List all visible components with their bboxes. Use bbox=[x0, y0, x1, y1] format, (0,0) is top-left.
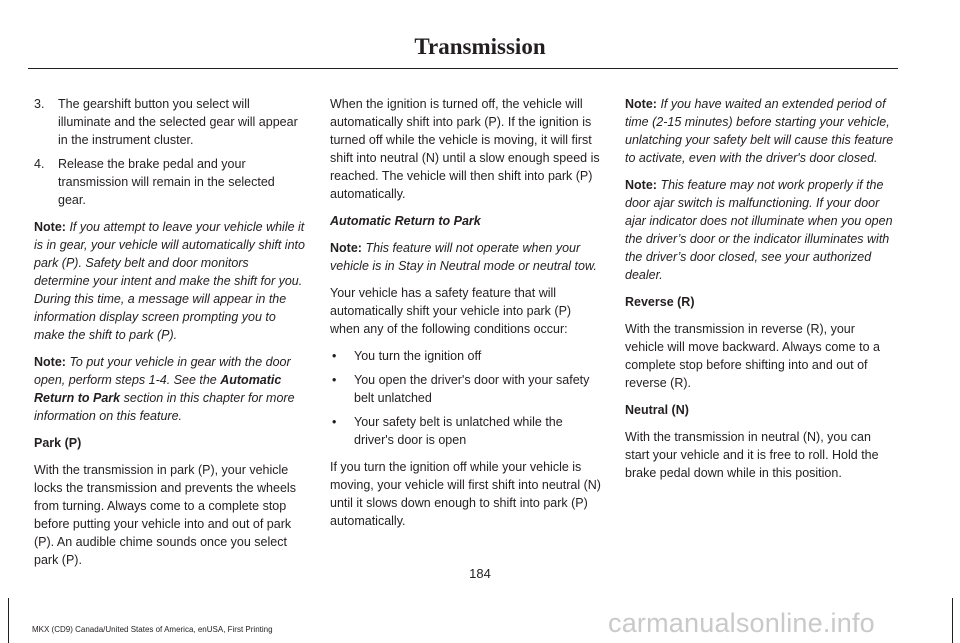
neutral-paragraph: With the transmission in neutral (N), you can start your vehicle and it is free to roll. Hold the brake pedal down while in this position. bbox=[625, 430, 879, 480]
neutral-heading: Neutral (N) bbox=[625, 403, 689, 417]
note-label: Note: bbox=[34, 220, 66, 234]
bullet: • bbox=[332, 349, 337, 363]
bullet: • bbox=[332, 373, 337, 387]
park-heading: Park (P) bbox=[34, 436, 82, 450]
note-door-open bbox=[34, 353, 306, 425]
watermark: carmanualsonline.info bbox=[608, 608, 875, 638]
step-text: Release the brake pedal and your transmission will remain in the selected gear. bbox=[58, 157, 275, 207]
cross-reference-link[interactable]: Automatic Return to Park bbox=[34, 373, 282, 405]
step-number: 4. bbox=[34, 157, 45, 171]
note-label: Note: bbox=[625, 178, 657, 192]
list-item bbox=[330, 413, 602, 449]
header-divider bbox=[28, 68, 898, 69]
step-item bbox=[34, 155, 306, 209]
note-extended-period bbox=[625, 95, 897, 167]
page-title: Transmission bbox=[414, 34, 546, 59]
note-text: If you have waited an extended period of time (2-15 minutes) before starting your vehicle, unlatching your safety belt will cause this feature to activate, even with the driver's door closed. bbox=[625, 97, 894, 165]
conditions-list bbox=[330, 347, 602, 449]
page-number: 184 bbox=[469, 566, 491, 581]
footer-printing-info: MKX (CD9) Canada/United States of America, enUSA, First Printing bbox=[32, 625, 273, 634]
note-label: Note: bbox=[34, 355, 66, 369]
column-right bbox=[625, 95, 897, 491]
ignition-off-paragraph: When the ignition is turned off, the vehicle will automatically shift into park (P). If the ignition is turned off while the vehicle is moving, it will first shift into neutral (N) until a slow enough speed is reached. The vehicle will then shift into park (P) automatically. bbox=[330, 97, 600, 201]
safety-feature-paragraph: Your vehicle has a safety feature that will automatically shift your vehicle into park (P) when any of the following conditions occur: bbox=[330, 286, 572, 336]
moving-ignition-paragraph: If you turn the ignition off while your vehicle is moving, your vehicle will first shift into neutral (N) until it slows down enough to shift into park (P) automatically. bbox=[330, 460, 601, 528]
list-item-text: Your safety belt is unlatched while the driver's door is open bbox=[354, 415, 563, 447]
column-left bbox=[34, 95, 306, 578]
reverse-heading: Reverse (R) bbox=[625, 295, 695, 309]
step-text: The gearshift button you select will illuminate and the selected gear will appear in the instrument cluster. bbox=[58, 97, 298, 147]
list-item-text: You open the driver's door with your safety belt unlatched bbox=[354, 373, 590, 405]
bullet: • bbox=[332, 415, 337, 429]
note-text: This feature will not operate when your vehicle is in Stay in Neutral mode or neutral tow. bbox=[330, 241, 597, 273]
note-label: Note: bbox=[625, 97, 657, 111]
park-paragraph: With the transmission in park (P), your vehicle locks the transmission and prevents the wheels from turning. Always come to a complete stop before putting your vehicle into and out of park (P). An audible chime sounds once you select park (P). bbox=[34, 463, 296, 567]
column-middle bbox=[330, 95, 602, 539]
step-item bbox=[34, 95, 306, 149]
note-text: To put your vehicle in gear with the door open, perform steps 1-4. See the bbox=[34, 355, 291, 387]
note-text: This feature may not work properly if the door ajar switch is malfunctioning. If your door ajar indicator does not illuminate when you open the driver’s door or the indicator illuminates with the driver’s door closed, see your authorized dealer. bbox=[625, 178, 893, 282]
note-text: section in this chapter for more information on this feature. bbox=[34, 391, 295, 423]
reverse-paragraph: With the transmission in reverse (R), your vehicle will move backward. Always come to a complete stop before shifting into and out of reverse (R). bbox=[625, 322, 880, 390]
note-door-ajar bbox=[625, 176, 897, 284]
auto-return-heading: Automatic Return to Park bbox=[330, 214, 481, 228]
note-text: If you attempt to leave your vehicle while it is in gear, your vehicle will automatically shift into park (P). Safety belt and door monitors determine your intent and make the shift for you. During this time, a message will appear in the information display screen prompting you to make the shift to park (P). bbox=[34, 220, 305, 342]
steps-list bbox=[34, 95, 306, 209]
note-label: Note: bbox=[330, 241, 362, 255]
note-leave-vehicle bbox=[34, 218, 306, 344]
crop-mark-left bbox=[8, 598, 9, 643]
list-item bbox=[330, 347, 602, 365]
note-stay-neutral bbox=[330, 239, 602, 275]
step-number: 3. bbox=[34, 97, 45, 111]
list-item-text: You turn the ignition off bbox=[354, 349, 482, 363]
list-item bbox=[330, 371, 602, 407]
crop-mark-right bbox=[952, 598, 953, 643]
